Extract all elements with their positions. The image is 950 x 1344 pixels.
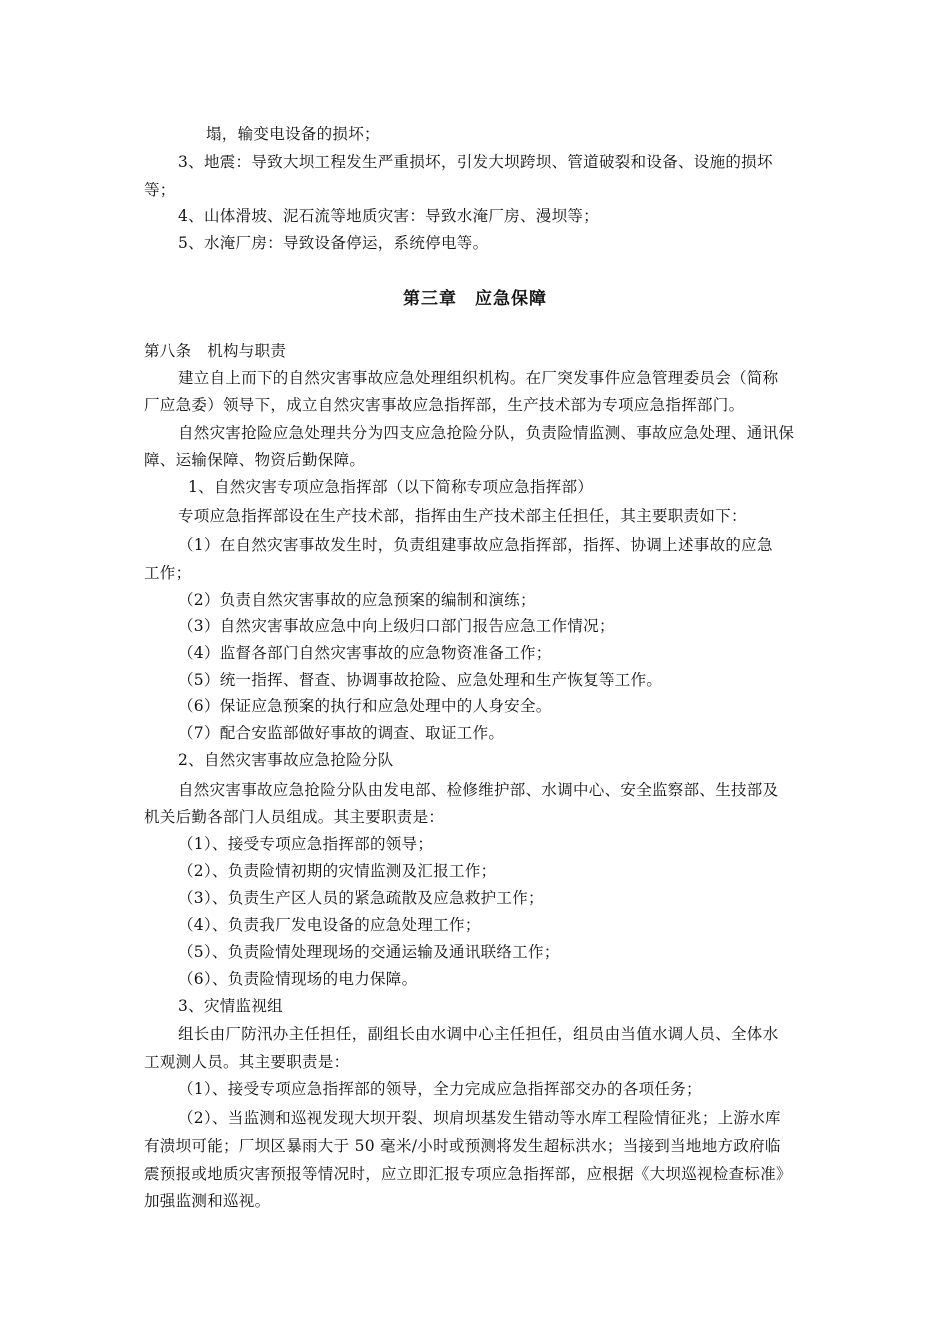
- list-item: （6）、负责险情现场的电力保障。: [178, 970, 418, 988]
- text-line: 等；: [144, 181, 176, 199]
- text-line: 自然灾害事故应急抢险分队由发电部、检修维护部、水调中心、安全监察部、生技部及: [178, 781, 779, 799]
- list-item: （5）统一指挥、督查、协调事故抢险、应急处理和生产恢复等工作。: [178, 671, 663, 689]
- text-line: 专项应急指挥部设在生产技术部，指挥由生产技术部主任担任，其主要职责如下：: [178, 507, 747, 525]
- section-title: 3、灾情监视组: [178, 997, 283, 1015]
- list-item: （4）、负责我厂发电设备的应急处理工作；: [178, 916, 481, 934]
- list-item: （2）、负责险情初期的灾情监测及汇报工作；: [178, 862, 497, 880]
- text-line: 塌，输变电设备的损坏；: [206, 125, 380, 143]
- section-title: 2、自然灾害事故应急抢险分队: [178, 751, 394, 769]
- text-line: 建立自上而下的自然灾害事故应急处理组织机构。在厂突发事件应急管理委员会（简称: [178, 369, 779, 387]
- list-item: （3）自然灾害事故应急中向上级归口部门报告应急工作情况；: [178, 617, 615, 635]
- list-item: （7）配合安监部做好事故的调查、取证工作。: [178, 724, 505, 742]
- list-item: （2）负责自然灾害事故的应急预案的编制和演练；: [178, 591, 536, 609]
- text-line: 厂应急委）领导下，成立自然灾害事故应急指挥部，生产技术部为专项应急指挥部门。: [144, 396, 745, 414]
- text-line: 有溃坝可能；厂坝区暴雨大于 50 毫米/小时或预测将发生超标洪水；当接到当地地方政府临: [144, 1137, 781, 1155]
- section-title: 1、自然灾害专项应急指挥部（以下简称专项应急指挥部）: [188, 478, 594, 496]
- text-line: 工作；: [144, 564, 192, 582]
- article-title: 第八条 机构与职责: [144, 342, 287, 360]
- text-line: 组长由厂防汛办主任担任，副组长由水调中心主任担任，组员由当值水调人员、全体水: [178, 1025, 779, 1043]
- list-item: （4）监督各部门自然灾害事故的应急物资准备工作；: [178, 644, 552, 662]
- list-item: （6）保证应急预案的执行和应急处理中的人身安全。: [178, 697, 552, 715]
- text-line: 加强监测和巡视。: [144, 1192, 271, 1210]
- text-line: 自然灾害抢险应急处理共分为四支应急抢险分队，负责险情监测、事故应急处理、通讯保: [178, 424, 795, 442]
- text-line: 震预报或地质灾害预报等情况时，应立即汇报专项应急指挥部，应根据《大坝巡视检查标准》: [144, 1165, 792, 1183]
- text-line: 4、山体滑坡、泥石流等地质灾害：导致水淹厂房、漫坝等；: [178, 207, 599, 225]
- list-item: （3）、负责生产区人员的紧急疏散及应急救护工作；: [178, 889, 544, 907]
- text-line: 5、水淹厂房：导致设备停运，系统停电等。: [178, 234, 489, 252]
- text-line: 障、运输保障、物资后勤保障。: [144, 451, 366, 469]
- list-item: （1）、接受专项应急指挥部的领导，全力完成应急指挥部交办的各项任务；: [178, 1080, 702, 1098]
- list-item: （1）在自然灾害事故发生时，负责组建事故应急指挥部，指挥、协调上述事故的应急: [178, 536, 773, 554]
- list-item: （5）、负责险情处理现场的交通运输及通讯联络工作；: [178, 943, 560, 961]
- text-line: 机关后勤各部门人员组成。其主要职责是：: [144, 808, 445, 826]
- text-line: 工观测人员。其主要职责是：: [144, 1053, 350, 1071]
- list-item: （2）、当监测和巡视发现大坝开裂、坝肩坝基发生错动等水库工程险情征兆；上游水库: [178, 1109, 781, 1127]
- text-line: 3、地震：导致大坝工程发生严重损坏，引发大坝跨坝、管道破裂和设备、设施的损坏: [178, 153, 773, 171]
- chapter-heading: 第三章 应急保障: [403, 289, 547, 309]
- list-item: （1）、接受专项应急指挥部的领导；: [178, 835, 434, 853]
